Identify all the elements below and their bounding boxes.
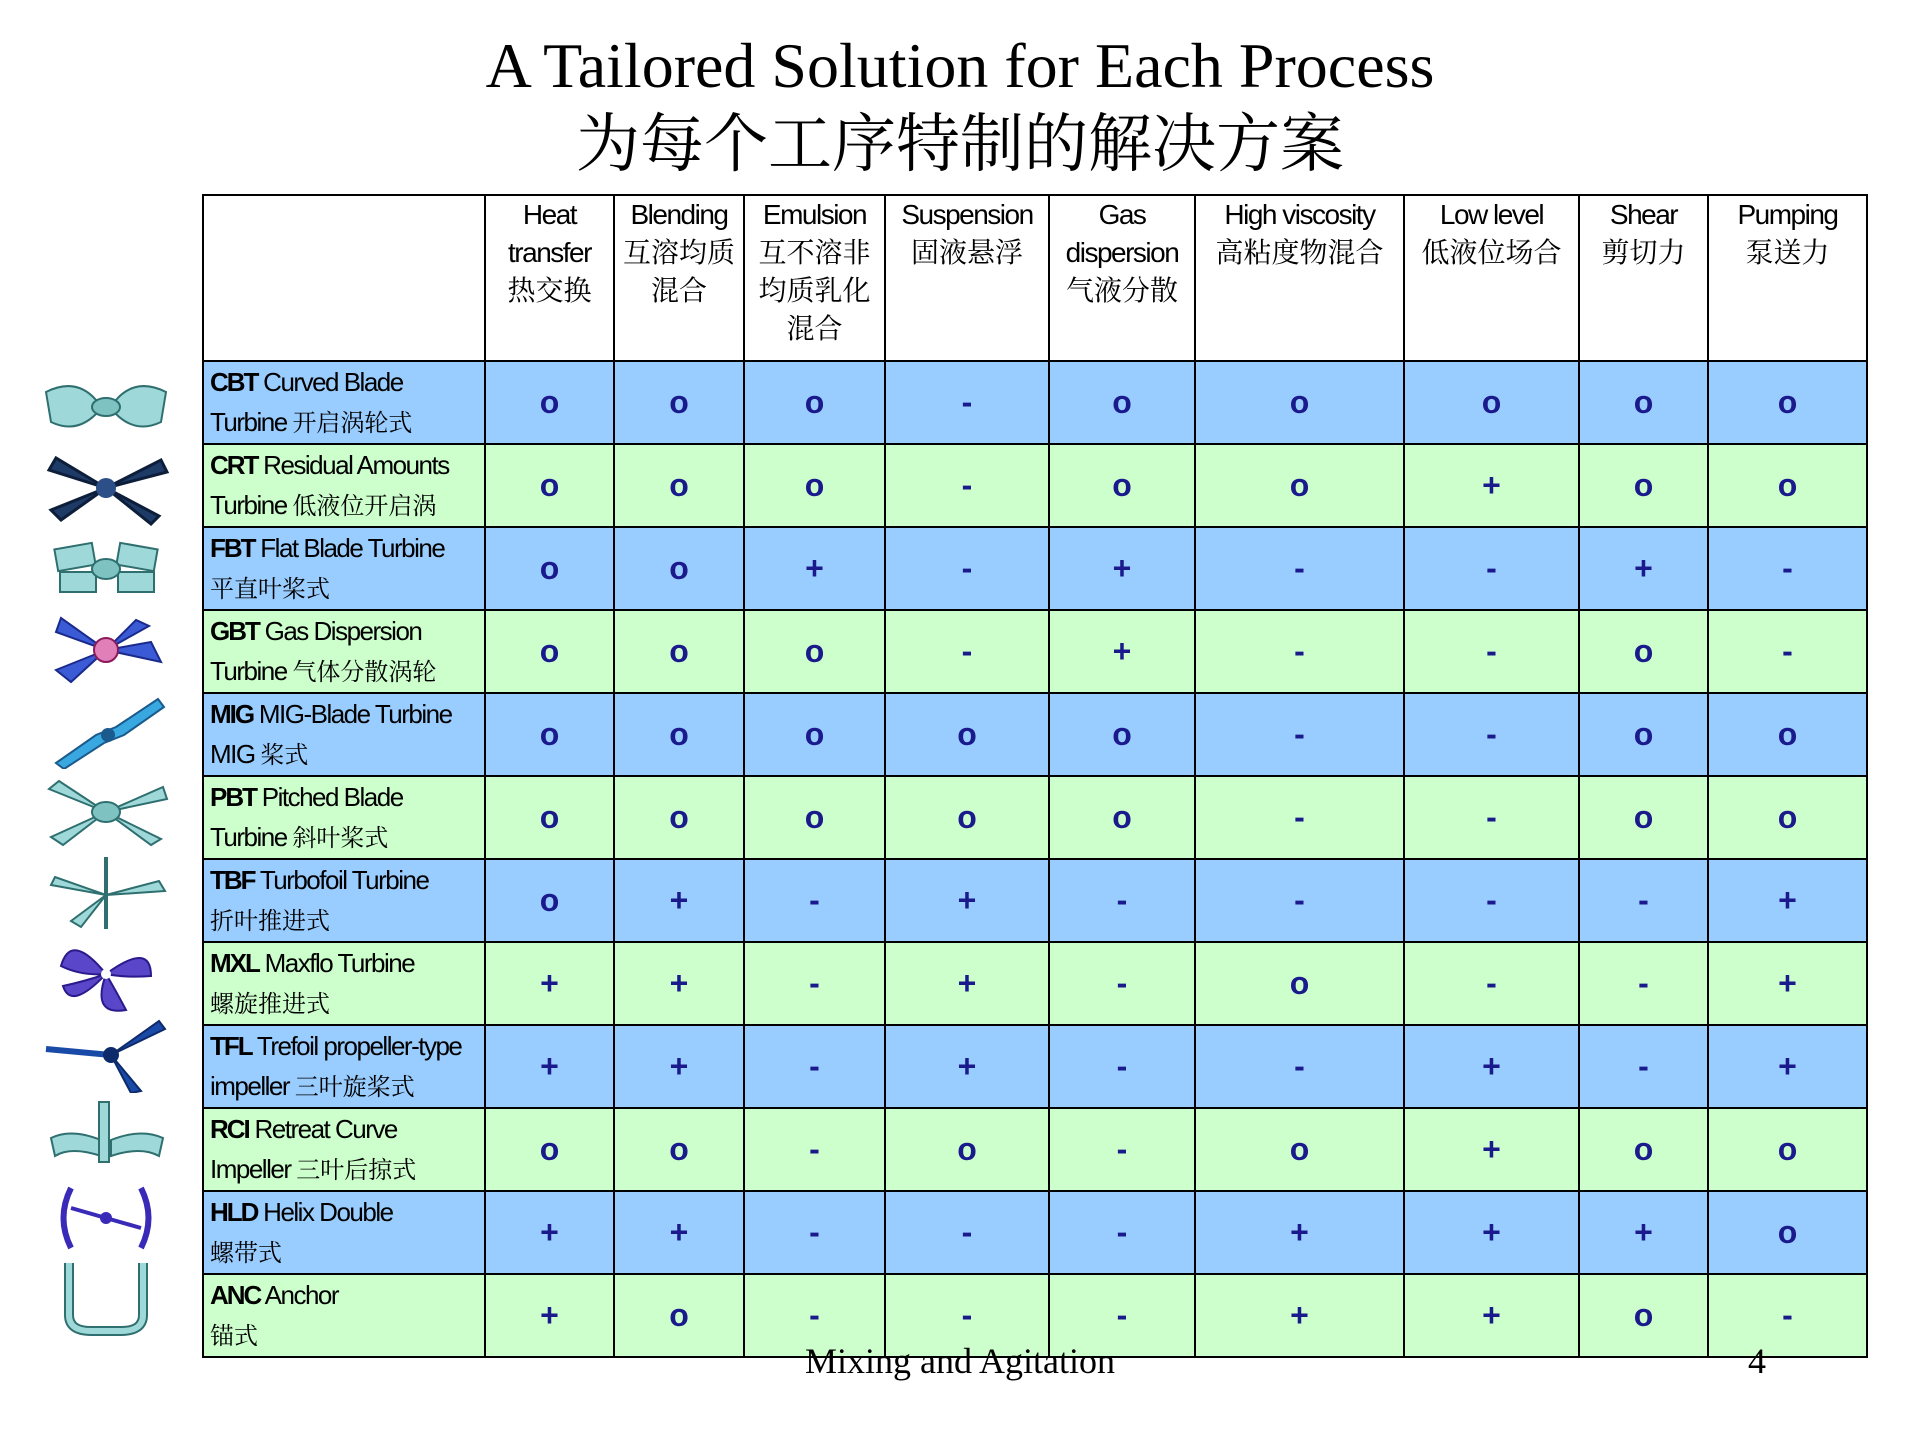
rating-cell: - [1404, 776, 1579, 859]
curved-blade-turbine-icon [36, 366, 176, 447]
rating-cell: - [885, 361, 1049, 444]
rating-cell: + [1404, 1274, 1579, 1357]
pitched-blade-turbine-icon [36, 771, 176, 852]
rating-cell: - [885, 444, 1049, 527]
impeller-icon-column [36, 366, 176, 1338]
rating-cell: - [1404, 693, 1579, 776]
impeller-name-en: Turbofoil Turbine [259, 865, 429, 895]
impeller-name-cn: 螺带式 [210, 1239, 282, 1267]
residual-amounts-turbine-icon [36, 447, 176, 528]
rating-cell: o [614, 527, 744, 610]
impeller-name-cn: 气体分散涡轮 [292, 658, 437, 686]
impeller-code: TBF [210, 865, 255, 895]
rating-cell: o [885, 776, 1049, 859]
rating-cell: - [1049, 942, 1195, 1025]
rating-cell: - [1195, 693, 1404, 776]
impeller-code: CRT [210, 450, 258, 480]
rating-cell: o [1195, 361, 1404, 444]
rating-cell: o [1195, 1108, 1404, 1191]
impeller-name-en-cont: MIG [210, 739, 255, 769]
rating-cell: o [1579, 1108, 1708, 1191]
rating-cell: - [1049, 1108, 1195, 1191]
rating-cell: - [1195, 776, 1404, 859]
impeller-name-cell [203, 444, 485, 527]
rating-cell: o [885, 693, 1049, 776]
table-row [203, 1025, 1867, 1108]
rating-cell: - [1708, 1274, 1867, 1357]
rating-cell: o [1049, 444, 1195, 527]
gas-dispersion-turbine-icon [36, 609, 176, 690]
footer-text: Mixing and Agitation [805, 1341, 1115, 1381]
page-number: 4 [1748, 1341, 1766, 1381]
rating-cell: - [1049, 1025, 1195, 1108]
impeller-name-en: Flat Blade Turbine [260, 533, 445, 563]
impeller-name-cn: 开启涡轮式 [292, 409, 413, 437]
rating-cell: + [485, 1274, 614, 1357]
slide-title-cn: 为每个工序特制的解决方案 [576, 108, 1344, 182]
impeller-name-en-cont: Turbine [210, 490, 287, 520]
rating-cell: o [1049, 776, 1195, 859]
rating-cell: o [614, 693, 744, 776]
rating-cell: - [1195, 1025, 1404, 1108]
rating-cell: o [1579, 693, 1708, 776]
impeller-name-cn: 低液位开启涡 [292, 492, 437, 520]
rating-cell: + [1195, 1191, 1404, 1274]
rating-cell: o [485, 859, 614, 942]
rating-cell: o [614, 1108, 744, 1191]
table-row [203, 693, 1867, 776]
rating-cell: + [1195, 1274, 1404, 1357]
flat-blade-turbine-icon [36, 528, 176, 609]
rating-cell: - [744, 942, 885, 1025]
rating-cell: - [1404, 859, 1579, 942]
table-row [203, 527, 1867, 610]
header-high-viscosity: High viscosity 高粘度物混合 [1195, 195, 1404, 361]
impeller-code: MXL [210, 948, 259, 978]
rating-cell: o [1049, 693, 1195, 776]
rating-cell: - [1404, 610, 1579, 693]
impeller-name-en: Retreat Curve [254, 1114, 397, 1144]
impeller-name-cell [203, 361, 485, 444]
rating-cell: + [485, 1191, 614, 1274]
rating-cell: - [1708, 527, 1867, 610]
rating-cell: + [614, 1025, 744, 1108]
rating-cell: o [485, 610, 614, 693]
rating-cell: - [1579, 1025, 1708, 1108]
rating-cell: + [1049, 527, 1195, 610]
table-row [203, 859, 1867, 942]
rating-cell: + [1708, 1025, 1867, 1108]
impeller-name-en-cont: Turbine [210, 656, 287, 686]
header-pumping: Pumping 泵送力 [1708, 195, 1867, 361]
impeller-name-cn: 螺旋推进式 [210, 990, 330, 1018]
impeller-code: FBT [210, 533, 255, 563]
rating-cell: o [614, 776, 744, 859]
impeller-name-en: Curved Blade [263, 367, 403, 397]
rating-cell: o [485, 693, 614, 776]
rating-cell: + [614, 1191, 744, 1274]
table-row [203, 444, 1867, 527]
rating-cell: + [885, 1025, 1049, 1108]
impeller-name-en: Trefoil propeller-type [256, 1031, 462, 1061]
rating-cell: - [885, 1274, 1049, 1357]
impeller-name-cell [203, 776, 485, 859]
impeller-name-en: Residual Amounts [263, 450, 449, 480]
rating-cell: o [1195, 444, 1404, 527]
rating-cell: - [885, 610, 1049, 693]
impeller-name-cn: 锚式 [210, 1322, 258, 1350]
rating-cell: o [1708, 444, 1867, 527]
rating-cell: o [1708, 693, 1867, 776]
impeller-name-cn: 斜叶桨式 [292, 824, 389, 852]
table-row [203, 361, 1867, 444]
rating-cell: o [1404, 361, 1579, 444]
impeller-name-en-cont: Impeller [210, 1154, 291, 1184]
rating-cell: o [614, 1274, 744, 1357]
rating-cell: + [1708, 942, 1867, 1025]
impeller-code: TFL [210, 1031, 252, 1061]
rating-cell: o [744, 610, 885, 693]
rating-cell: - [1195, 610, 1404, 693]
impeller-name-cell [203, 1191, 485, 1274]
rating-cell: - [885, 1191, 1049, 1274]
header-emulsion: Emulsion 互不溶非均质乳化混合 [744, 195, 885, 361]
rating-cell: + [614, 859, 744, 942]
rating-cell: o [614, 444, 744, 527]
impeller-name-cell [203, 610, 485, 693]
rating-cell: o [1579, 1274, 1708, 1357]
rating-cell: o [744, 693, 885, 776]
impeller-name-cn: 平直叶桨式 [210, 575, 330, 603]
rating-cell: + [1579, 1191, 1708, 1274]
rating-cell: - [1579, 859, 1708, 942]
rating-cell: - [1708, 610, 1867, 693]
rating-cell: + [1404, 1108, 1579, 1191]
impeller-name-en-cont: Turbine [210, 822, 287, 852]
rating-cell: o [485, 527, 614, 610]
table-header-row [203, 195, 1867, 361]
impeller-name-en: Helix Double [263, 1197, 393, 1227]
impeller-code: GBT [210, 616, 259, 646]
rating-cell: o [1579, 776, 1708, 859]
mig-blade-icon [36, 690, 176, 771]
impeller-name-cn: 三叶旋桨式 [294, 1073, 415, 1101]
rating-cell: + [485, 1025, 614, 1108]
rating-cell: o [485, 444, 614, 527]
impeller-name-en: Pitched Blade [261, 782, 403, 812]
rating-cell: - [1579, 942, 1708, 1025]
rating-cell: - [744, 1191, 885, 1274]
rating-cell: + [614, 942, 744, 1025]
impeller-name-en: Gas Dispersion [264, 616, 422, 646]
header-blending: Blending 互溶均质混合 [614, 195, 744, 361]
rating-cell: o [885, 1108, 1049, 1191]
impeller-name-cell [203, 1025, 485, 1108]
rating-cell: + [1049, 610, 1195, 693]
rating-cell: o [1195, 942, 1404, 1025]
table-row [203, 610, 1867, 693]
impeller-name-cn: 桨式 [260, 741, 309, 769]
rating-cell: - [744, 1108, 885, 1191]
impeller-name-en: Anchor [264, 1280, 339, 1310]
impeller-code: ANC [210, 1280, 261, 1310]
rating-cell: - [1195, 527, 1404, 610]
rating-cell: + [1404, 1025, 1579, 1108]
rating-cell: - [1404, 942, 1579, 1025]
retreat-curve-impeller-icon [36, 1095, 176, 1176]
header-corner [203, 195, 485, 361]
rating-cell: - [885, 527, 1049, 610]
header-suspension: Suspension 固液悬浮 [885, 195, 1049, 361]
slide-title-en: A Tailored Solution for Each Process [485, 30, 1435, 101]
helix-double-icon [36, 1176, 176, 1257]
rating-cell: - [1195, 859, 1404, 942]
rating-cell: o [744, 361, 885, 444]
impeller-name-en: Maxflo Turbine [264, 948, 415, 978]
rating-cell: o [744, 444, 885, 527]
rating-cell: o [1579, 361, 1708, 444]
rating-cell: + [1708, 859, 1867, 942]
impeller-name-en: MIG-Blade Turbine [258, 699, 452, 729]
rating-cell: o [744, 776, 885, 859]
rating-cell: o [485, 361, 614, 444]
rating-cell: - [1049, 1191, 1195, 1274]
rating-cell: + [485, 942, 614, 1025]
impeller-code: PBT [210, 782, 256, 812]
header-heat-transfer: Heat transfer 热交换 [485, 195, 614, 361]
rating-cell: o [1579, 444, 1708, 527]
impeller-name-cell [203, 859, 485, 942]
impeller-name-cell [203, 942, 485, 1025]
impeller-code: HLD [210, 1197, 258, 1227]
rating-cell: o [1049, 361, 1195, 444]
impeller-name-en-cont: Turbine [210, 407, 287, 437]
table-row [203, 942, 1867, 1025]
rating-cell: + [1404, 444, 1579, 527]
header-low-level: Low level 低液位场合 [1404, 195, 1579, 361]
impeller-name-en-cont: impeller [210, 1071, 290, 1101]
rating-cell: + [1579, 527, 1708, 610]
impeller-code: CBT [210, 367, 258, 397]
rating-cell: + [1404, 1191, 1579, 1274]
rating-cell: o [1708, 361, 1867, 444]
turbofoil-turbine-icon [36, 852, 176, 933]
header-shear: Shear 剪切力 [1579, 195, 1708, 361]
table-row [203, 1108, 1867, 1191]
rating-cell: - [744, 859, 885, 942]
rating-cell: + [885, 859, 1049, 942]
rating-cell: - [1049, 1274, 1195, 1357]
rating-cell: o [485, 1108, 614, 1191]
rating-cell: o [614, 361, 744, 444]
header-gas-dispersion: Gas dispersion 气液分散 [1049, 195, 1195, 361]
trefoil-propeller-icon [36, 1014, 176, 1095]
rating-cell: + [744, 527, 885, 610]
rating-cell: o [614, 610, 744, 693]
impeller-name-cell [203, 527, 485, 610]
impeller-name-cn: 折叶推进式 [210, 907, 330, 935]
rating-cell: o [1708, 1191, 1867, 1274]
table-row [203, 1191, 1867, 1274]
rating-cell: - [744, 1025, 885, 1108]
rating-cell: o [485, 776, 614, 859]
table-row [203, 776, 1867, 859]
rating-cell: - [1404, 527, 1579, 610]
impeller-code: MIG [210, 699, 254, 729]
impeller-code: RCI [210, 1114, 249, 1144]
anchor-icon [36, 1257, 176, 1338]
maxflo-propeller-icon [36, 933, 176, 1014]
rating-cell: - [744, 1274, 885, 1357]
rating-cell: o [1708, 1108, 1867, 1191]
impeller-name-cell [203, 1108, 485, 1191]
rating-cell: o [1579, 610, 1708, 693]
impeller-name-cell [203, 693, 485, 776]
rating-cell: - [1049, 859, 1195, 942]
rating-cell: o [1708, 776, 1867, 859]
impeller-name-cn: 三叶后掠式 [296, 1156, 417, 1184]
rating-cell: + [885, 942, 1049, 1025]
process-matrix-table [202, 194, 1868, 1358]
